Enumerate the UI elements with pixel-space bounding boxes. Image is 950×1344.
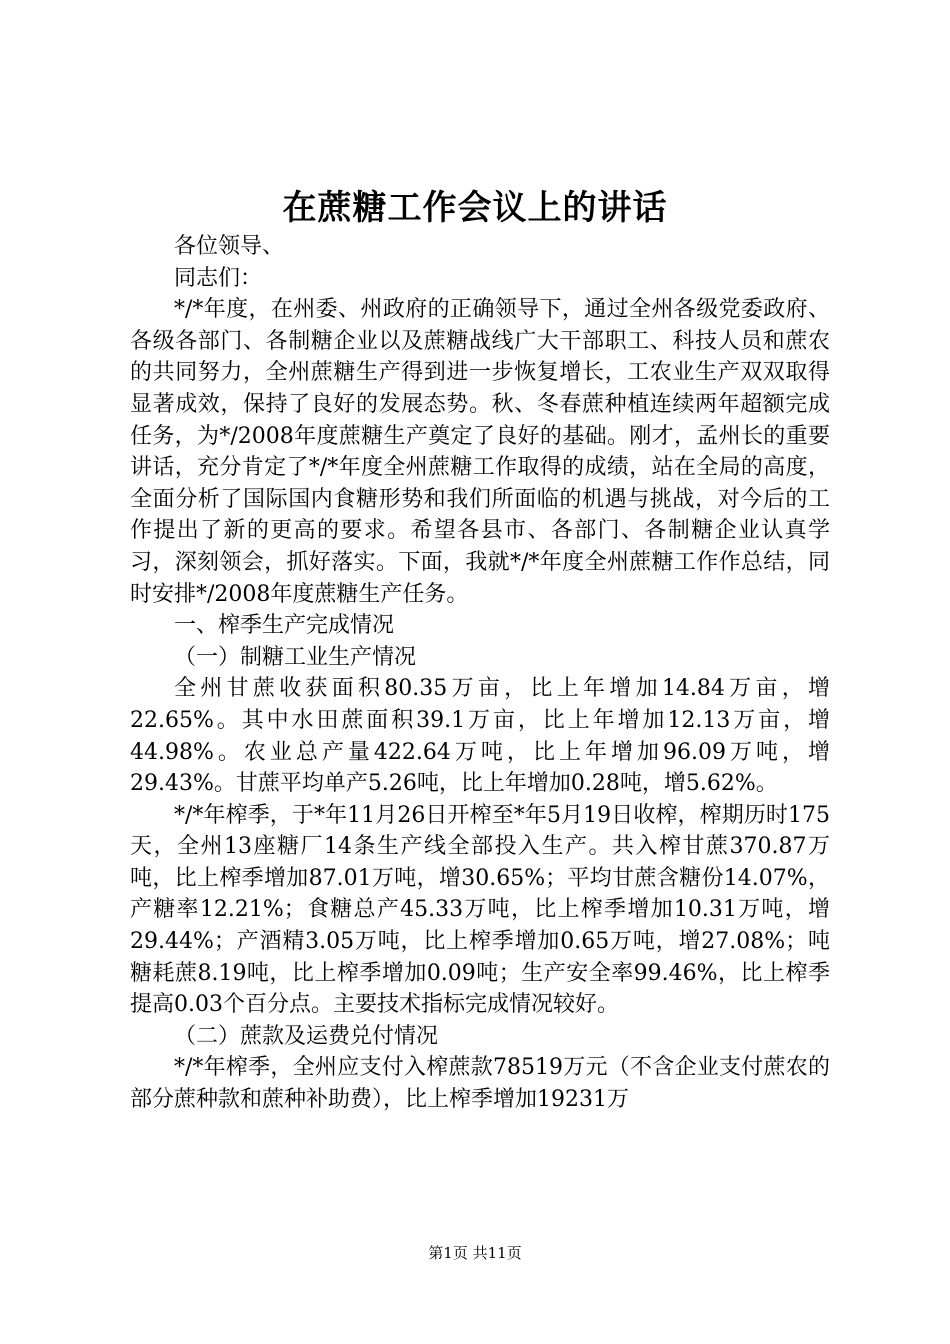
page-footer: 第1页 共11页 — [428, 1244, 522, 1262]
paragraph-crushing-season: */*年榨季，于*年11月26日开榨至*年5月19日收榨，榨期历时175天，全州13座糖厂14条生产线全部投入生产。共入榨甘蔗370.87万吨，比上榨季增加87.01万吨，增30.65%；平均甘蔗含糖份14.07%，产糖率12.21%；食糖总产45.33万吨，比上榨季增加10.31万吨，增29.44%；产酒精3.05万吨，比上榨季增加0.65万吨，增27.08%；吨糖耗蔗8.19吨，比上榨季增加0.09吨；生产安全率99.46%，比上榨季提高0.03个百分点。主要技术指标完成情况较好。 — [130, 802, 830, 1018]
subsection-heading-1: （一）制糖工业生产情况 — [174, 644, 417, 670]
page-title: 在蔗糖工作会议上的讲话 — [282, 188, 668, 228]
document-body — [130, 231, 830, 1116]
paragraph-area-output: 全州甘蔗收获面积80.35万亩，比上年增加14.84万亩，增22.65%。其中水田蔗面积39.1万亩，比上年增加12.13万亩，增44.98%。农业总产量422.64万吨，比上年增加96.09万吨，增29.43%。甘蔗平均单产5.26吨，比上年增加0.28吨，增5.62%。 — [130, 676, 830, 797]
salutation-line-2: 同志们： — [174, 265, 263, 291]
section-heading-1: 一、榨季生产完成情况 — [174, 613, 395, 639]
paragraph-payments: */*年榨季，全州应支付入榨蔗款78519万元（不含企业支付蔗农的部分蔗种款和蔗种补助费），比上榨季增加19231万 — [130, 1055, 830, 1113]
subsection-heading-2: （二）蔗款及运费兑付情况 — [174, 1023, 439, 1049]
paragraph-intro: */*年度，在州委、州政府的正确领导下，通过全州各级党委政府、各级各部门、各制糖企业以及蔗糖战线广大干部职工、科技人员和蔗农的共同努力，全州蔗糖生产得到进一步恢复增长，工农业生产双双取得显著成效，保持了良好的发展态势。秋、冬春蔗种植连续两年超额完成任务，为*/2008年度蔗糖生产奠定了良好的基础。刚才，孟州长的重要讲话，充分肯定了*/*年度全州蔗糖工作取得的成绩，站在全局的高度，全面分析了国际国内食糖形势和我们所面临的机遇与挑战，对今后的工作提出了新的更高的要求。希望各县市、各部门、各制糖企业认真学习，深刻领会，抓好落实。下面，我就*/*年度全州蔗糖工作作总结，同时安排*/2008年度蔗糖生产任务。 — [130, 297, 830, 607]
salutation-line-1: 各位领导、 — [174, 234, 285, 259]
